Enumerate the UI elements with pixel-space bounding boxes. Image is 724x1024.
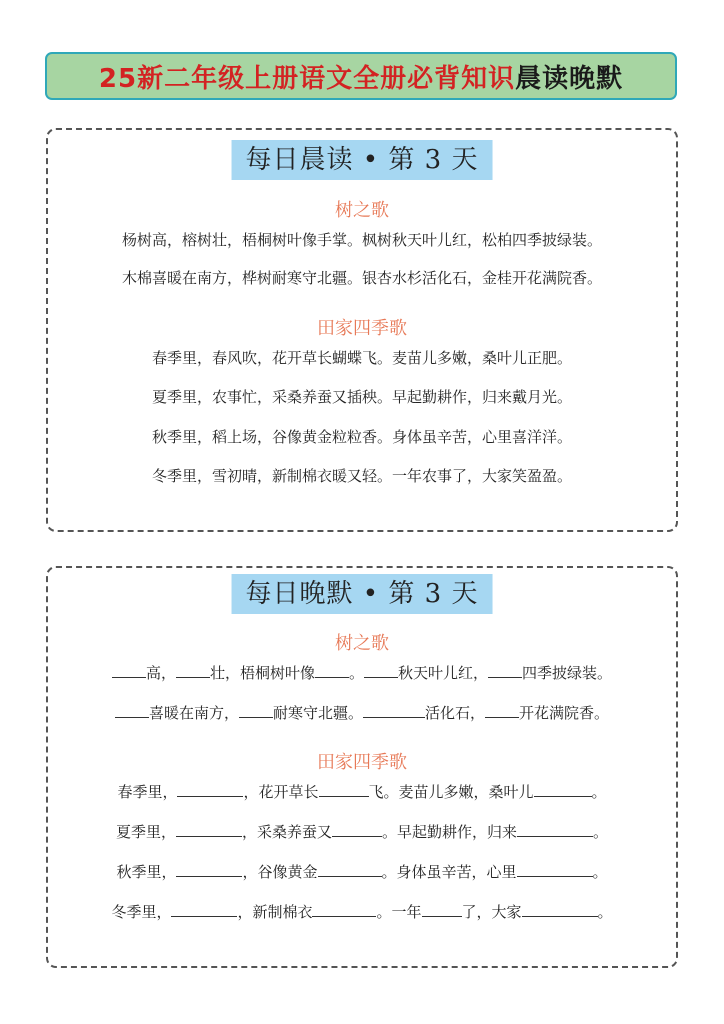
evening-poem1-line: 高， 壮，梧桐树叶像 。 秋天叶儿红， 四季披绿装。 <box>48 662 676 683</box>
fill-blank[interactable] <box>522 902 598 917</box>
fill-blank[interactable] <box>176 663 210 678</box>
fill-blank[interactable] <box>112 663 146 678</box>
morning-day-title: 每日晨读 • 第 3 天 <box>232 140 493 180</box>
evening-dictation-panel <box>46 566 678 968</box>
evening-poem1-line: 喜暖在南方， 耐寒守北疆。 活化石， 开花满院香。 <box>48 702 676 723</box>
morning-poem2-line: 春季里，春风吹，花开草长蝴蝶飞。麦苗儿多嫩，桑叶儿正肥。 <box>151 349 572 367</box>
fill-blank[interactable] <box>319 782 369 797</box>
evening-poem2-line: 春季里， ，花开草长 飞。麦苗儿多嫩，桑叶儿 。 <box>117 783 607 801</box>
fill-blank[interactable] <box>176 862 242 877</box>
morning-poem2-line: 冬季里，雪初晴，新制棉衣暖又轻。一年农事了，大家笑盈盈。 <box>151 467 572 485</box>
fill-blank[interactable] <box>115 703 149 718</box>
fill-blank[interactable] <box>239 703 273 718</box>
evening-poem2-line: 冬季里， ，新制棉衣 。一年 了，大家 。 <box>111 903 613 921</box>
morning-poem2-line: 夏季里，农事忙，采桑养蚕又插秧。早起勤耕作，归来戴月光。 <box>151 388 572 406</box>
evening-poem1-title: 树之歌 <box>335 633 389 654</box>
fill-blank[interactable] <box>517 862 593 877</box>
fill-blank[interactable] <box>171 902 237 917</box>
evening-day-title: 每日晚默 • 第 3 天 <box>232 574 493 614</box>
fill-blank[interactable] <box>177 782 243 797</box>
fill-blank[interactable] <box>488 663 522 678</box>
page-title-main: 25新二年级上册语文全册必背知识 <box>98 63 516 94</box>
evening-poem2-line: 夏季里， ，采桑养蚕又 。早起勤耕作，归来 。 <box>115 823 609 841</box>
morning-poem2-line: 秋季里，稻上场，谷像黄金粒粒香。身体虽辛苦，心里喜洋洋。 <box>151 428 572 446</box>
fill-blank[interactable] <box>315 663 349 678</box>
fill-blank[interactable] <box>318 862 382 877</box>
morning-poem1-title: 树之歌 <box>335 200 389 221</box>
fill-blank[interactable] <box>485 703 519 718</box>
fill-blank[interactable] <box>364 663 398 678</box>
fill-blank[interactable] <box>312 902 376 917</box>
fill-blank[interactable] <box>422 902 462 917</box>
morning-poem2-title: 田家四季歌 <box>317 318 407 339</box>
morning-poem1-line: 木棉喜暖在南方，桦树耐寒守北疆。银杏水杉活化石，金桂开花满院香。 <box>121 269 602 287</box>
fill-blank[interactable] <box>176 822 242 837</box>
morning-reading-panel <box>46 128 678 532</box>
morning-poem1-line: 杨树高，榕树壮，梧桐树叶像手掌。枫树秋天叶儿红，松柏四季披绿装。 <box>121 231 602 249</box>
page-title-suffix: 晨读晚默 <box>515 63 624 94</box>
fill-blank[interactable] <box>332 822 382 837</box>
fill-blank[interactable] <box>534 782 592 797</box>
evening-poem2-title: 田家四季歌 <box>317 752 407 773</box>
fill-blank[interactable] <box>363 703 425 718</box>
page-title-banner <box>45 52 677 100</box>
evening-poem2-line: 秋季里， ，谷像黄金 。身体虽辛苦，心里 。 <box>116 863 608 881</box>
fill-blank[interactable] <box>517 822 593 837</box>
